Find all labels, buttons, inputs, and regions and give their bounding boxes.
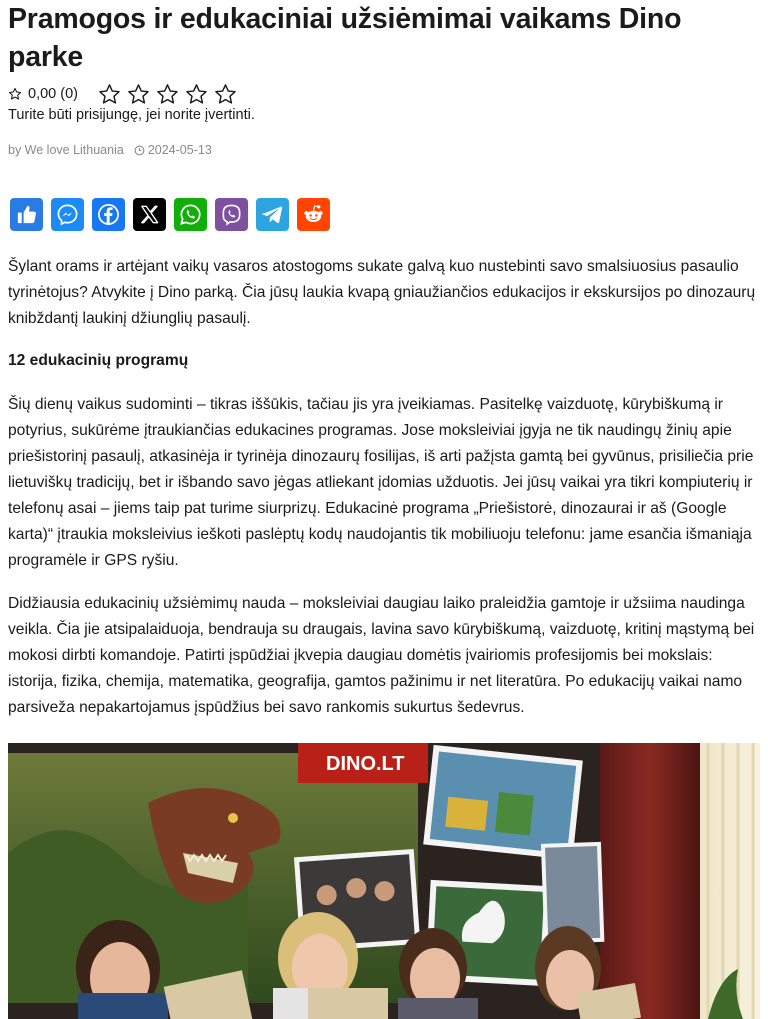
small-star-icon: [8, 87, 22, 101]
reddit-share-button[interactable]: [297, 198, 330, 231]
rating-row: [8, 82, 237, 106]
facebook-icon: [97, 203, 120, 226]
whatsapp-share-button[interactable]: [174, 198, 207, 231]
star-1-icon[interactable]: [98, 83, 121, 106]
like-share-button[interactable]: [10, 198, 43, 231]
messenger-icon: [56, 203, 79, 226]
benefits-paragraph: Didžiausia edukacinių užsiėmimų nauda – moksleiviai daugiau laiko praleidžia gamtoje ir užsiima naudinga veikla. Čia jie atsipalaiduoja, bendrauja su draugais, lavina savo kūrybiškumą, vaizduotę, kritinį mąstymą bei mokosi dirbti komandoje. Patirti įspūdžiai įkvepia daugiau domėtis įvairiomis profesijomis bei mokslais: istorija, fizika, chemija, matematika, geografija, gamtos pažinimu ir net literatūra. Po edukacijų vaikai namo parsiveža nepakartojamus įspūdžius bei savo rankomis sukurtus šedevrus.: [8, 595, 755, 716]
whatsapp-icon: [179, 203, 202, 226]
viber-share-button[interactable]: [215, 198, 248, 231]
article-title: Pramogos ir edukaciniai užsiėmimai vaikams Dino parke: [8, 3, 682, 73]
telegram-share-button[interactable]: [256, 198, 289, 231]
intro-paragraph: Šylant orams ir artėjant vaikų vasaros atostogoms sukate galvą kuo nustebinti savo smalsiuosius pasaulio tyrinėtojus? Atvykite į Dino parką. Čia jūsų laukia kvapą gniaužiančios edukacijos ir ekskursijos po dinozaurų knibždantį laukinį džiunglių pasaulį.: [8, 258, 756, 327]
x-share-button[interactable]: [133, 198, 166, 231]
messenger-share-button[interactable]: [51, 198, 84, 231]
photo-children-fossils: [8, 743, 760, 1019]
star-5-icon[interactable]: [214, 83, 237, 106]
facebook-share-button[interactable]: [92, 198, 125, 231]
telegram-icon: [261, 203, 284, 226]
thumbs-up-icon: [15, 203, 38, 226]
author-link[interactable]: by We love Lithuania: [8, 143, 124, 157]
section-heading: 12 edukacinių programų: [8, 352, 189, 369]
login-note: Turite būti prisijungę, jei norite įvertinti.: [8, 107, 255, 123]
programs-paragraph: Šių dienų vaikus sudominti – tikras iššūkis, tačiau jis yra įveikiamas. Pasitelkę vaizduotę, kūrybiškumą ir potyrius, sukūrėme įtraukiančias edukacines programas. Jose moksleiviai įgyja ne tik naudingų žinių apie priešistorinį pasaulį, atkasinėja ir tyrinėja dinozaurų fosilijas, iš arti pažįsta gamtą bei gyvūnus, prisiliečia prie lietuviškų tradicijų, bet ir išbando savo jėgas atliekant įdomias užduotis. Jei jūsų vaikai yra tikri kompiuterių ir telefonų asai – jiems taip pat turime siurprizų. Edukacinė programa „Priešistorė, dinozaurai ir aš (Google karta)“ įtraukia moksleivius ieškoti paslėptų kodų naudojantis tik mobiliuoju telefonu: jame esančia išmaniąja programėle ir GPS ryšiu.: [8, 396, 754, 569]
clock-icon: [134, 145, 145, 156]
viber-icon: [220, 203, 243, 226]
banner-text: DINO.LT: [326, 753, 405, 775]
x-icon: [138, 203, 161, 226]
star-2-icon[interactable]: [127, 83, 150, 106]
share-buttons: [10, 198, 330, 231]
rating-stars: [98, 83, 237, 106]
star-4-icon[interactable]: [185, 83, 208, 106]
article-meta: [8, 143, 212, 157]
rating-score: 0,00 (0): [28, 86, 78, 102]
star-3-icon[interactable]: [156, 83, 179, 106]
publish-date: 2024-05-13: [147, 143, 212, 157]
article-photo: [8, 743, 760, 1019]
reddit-icon: [302, 203, 325, 226]
